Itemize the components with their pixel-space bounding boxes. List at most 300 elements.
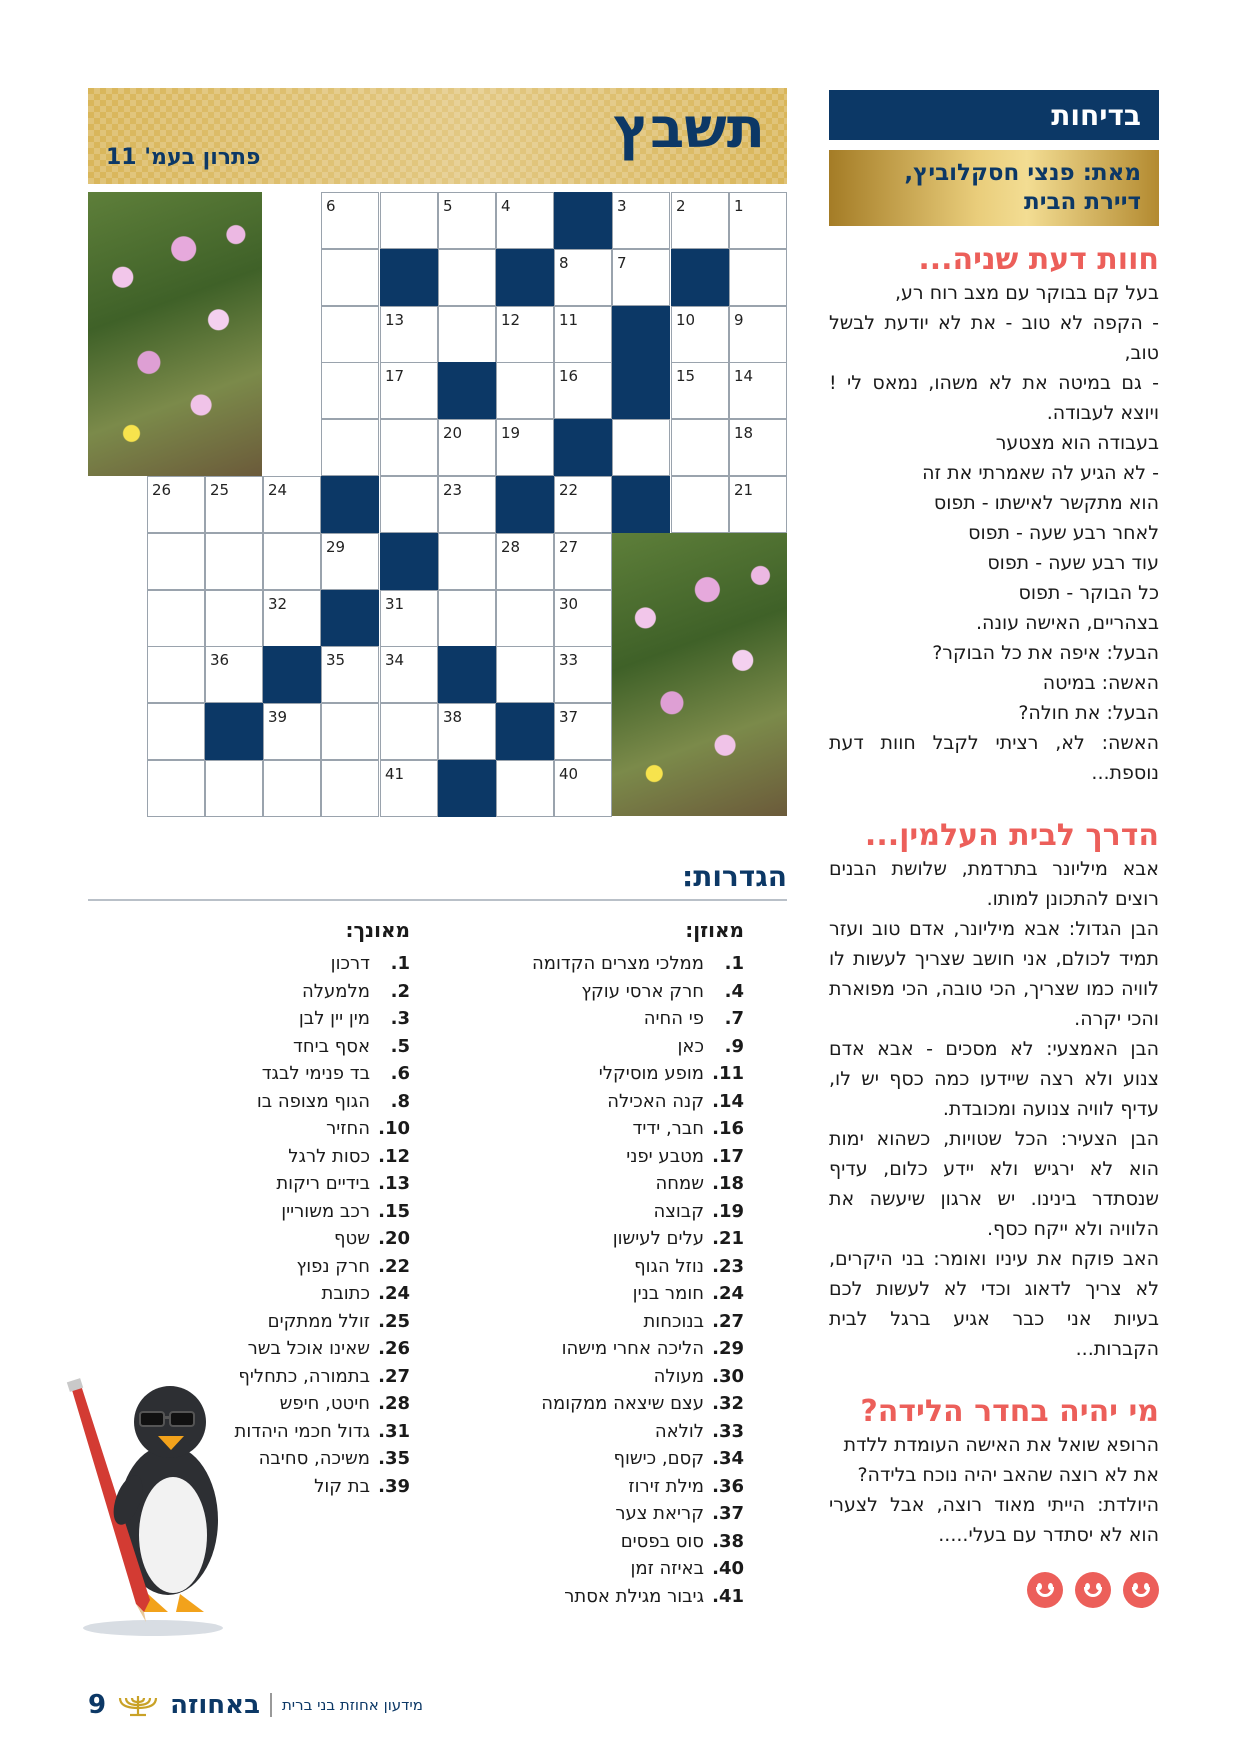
joke-3-title: מי יהיה בחדר הלידה? [860, 1394, 1159, 1429]
clue-number: 34. [712, 1448, 744, 1469]
page-footer [88, 1688, 423, 1722]
joke-1-line: כל הבוקר - תפוס [1018, 582, 1159, 604]
crossword-cell[interactable] [554, 362, 612, 419]
joke-1-line: בעל קם בבוקר עם מצב רוח רע, [895, 282, 1159, 304]
crossword-cell[interactable] [554, 306, 612, 363]
cell-number: 21 [734, 481, 754, 499]
cell-number: 9 [734, 311, 744, 329]
cell-number: 1 [734, 197, 744, 215]
clue-text: זולל ממתקים [267, 1310, 370, 1332]
cell-number: 17 [385, 367, 405, 385]
crossword-cell[interactable] [438, 419, 496, 476]
clue-text: בד פנימי לבגד [261, 1063, 370, 1084]
clue-number: 2. [390, 980, 410, 1002]
crossword-cell[interactable] [438, 192, 496, 249]
crossword-cell[interactable] [205, 476, 263, 533]
joke-1-line: האשה: במיטה [1042, 672, 1159, 694]
clue-number: 15. [378, 1200, 410, 1222]
clue-number: 28. [378, 1393, 410, 1414]
crossword-cell[interactable] [729, 476, 787, 533]
clue-text: נוזל הגוף [634, 1255, 704, 1277]
crossword-block [554, 192, 612, 249]
jokes-section-header [829, 90, 1159, 140]
clue-text: כאן [677, 1035, 704, 1057]
cell-number: 6 [326, 197, 336, 215]
cell-number: 32 [268, 595, 288, 613]
down-clue [210, 1445, 410, 1473]
clue-text: עלים לעישון [612, 1228, 704, 1249]
down-clue [210, 1363, 410, 1391]
cell-number: 11 [559, 311, 579, 329]
clue-text: מטבע יפני [626, 1145, 704, 1167]
across-clue [482, 1060, 744, 1088]
crossword-cell[interactable] [671, 192, 729, 249]
clue-text: חיטט, חיפש [279, 1393, 370, 1414]
down-clue [210, 1308, 410, 1336]
clue-number: 1. [390, 953, 410, 974]
clue-text: קנה האכילה [607, 1090, 704, 1112]
clue-text: באיזה זמן [630, 1558, 704, 1579]
cell-number: 20 [443, 424, 463, 442]
crossword-cell[interactable] [147, 703, 205, 760]
crossword-cell[interactable] [554, 760, 612, 817]
crossword-cell[interactable] [380, 476, 438, 533]
joke-2-line: הבן הגדול: אבא מיליונר, אדם טוב ועזר תמיד לכולם, אני חושב שצריך לעשות לו לוויה כמו שצריך, הכי טובה, הכי מפוארת והכי יקרה. [829, 918, 1159, 1030]
cell-number: 37 [559, 708, 579, 726]
cell-number: 22 [559, 481, 579, 499]
down-clue [210, 1170, 410, 1198]
crossword-block [321, 590, 379, 647]
joke-2-title: הדרך לבית העלמין... [864, 818, 1159, 853]
crossword-cell[interactable] [205, 646, 263, 703]
clue-text: חרק ארסי עוקץ [581, 980, 704, 1002]
cell-number: 14 [734, 367, 754, 385]
crossword-cell[interactable] [496, 533, 554, 590]
across-clue [482, 1445, 744, 1473]
crossword-cell[interactable] [438, 306, 496, 363]
crossword-cell[interactable] [147, 646, 205, 703]
crossword-cell[interactable] [380, 419, 438, 476]
cell-number: 8 [559, 254, 569, 272]
down-clue [210, 1143, 410, 1171]
cell-number: 30 [559, 595, 579, 613]
joke-1-line: הבעל: את חולה? [1018, 702, 1159, 724]
joke-1-line: הבעל: איפה את כל הבוקר? [932, 642, 1159, 664]
flower-photo [88, 192, 262, 476]
clue-text: מלמעלה [302, 980, 370, 1002]
down-title: מאונך: [345, 918, 410, 942]
across-clue [482, 978, 744, 1006]
crossword-cell[interactable] [729, 306, 787, 363]
crossword-block [496, 249, 554, 306]
crossword-block [321, 476, 379, 533]
joke-1-line: בצהריים, האישה עונה. [976, 612, 1159, 634]
clue-number: 41. [712, 1585, 744, 1607]
down-clue [210, 1115, 410, 1143]
cell-number: 24 [268, 481, 288, 499]
clue-text: הליכה אחרי מישהו [561, 1338, 704, 1359]
across-clue [482, 1583, 744, 1611]
crossword-cell[interactable] [612, 249, 670, 306]
across-clue [482, 1033, 744, 1061]
crossword-cell[interactable] [554, 646, 612, 703]
clue-number: 16. [712, 1118, 744, 1139]
crossword-cell[interactable] [321, 362, 379, 419]
crossword-block [438, 362, 496, 419]
crossword-cell[interactable] [496, 362, 554, 419]
crossword-cell[interactable] [321, 703, 379, 760]
crossword-cell[interactable] [554, 249, 612, 306]
clue-text: לולאה [654, 1420, 704, 1442]
clue-number: 19. [712, 1200, 744, 1222]
down-clue [210, 1280, 410, 1308]
crossword-cell[interactable] [205, 590, 263, 647]
down-clue [210, 1418, 410, 1446]
crossword-cell[interactable] [496, 419, 554, 476]
joke-3-line: את לא רוצה שהאב יהיה נוכח בלידה? [857, 1464, 1159, 1486]
crossword-cell[interactable] [496, 192, 554, 249]
clue-number: 31. [378, 1420, 410, 1442]
crossword-block [612, 476, 670, 533]
clue-text: משיכה, סחיבה [258, 1448, 370, 1469]
joke-3-line: הרופא שואל את האישה העומדת ללדת [843, 1434, 1159, 1456]
crossword-cell[interactable] [438, 590, 496, 647]
crossword-cell[interactable] [612, 419, 670, 476]
crossword-grid [88, 192, 787, 816]
clue-text: עצם שיצאה ממקומה [541, 1393, 704, 1414]
across-clue [482, 1418, 744, 1446]
joke-2-body [829, 854, 1159, 1364]
clue-text: בתמורה, כתחליף [238, 1365, 370, 1387]
cell-number: 19 [501, 424, 521, 442]
clue-text: שאינו אוכל בשר [247, 1338, 370, 1359]
clue-text: קריאת צער [615, 1503, 704, 1524]
crossword-block [438, 646, 496, 703]
crossword-cell[interactable] [380, 703, 438, 760]
crossword-block [671, 249, 729, 306]
across-title: מאוזן: [685, 918, 744, 942]
clue-number: 35. [378, 1448, 410, 1469]
cell-number: 29 [326, 538, 346, 556]
clue-text: הגוף מצופה בו [256, 1090, 370, 1112]
across-clue [482, 1253, 744, 1281]
clue-number: 25. [378, 1310, 410, 1332]
crossword-cell[interactable] [205, 760, 263, 817]
clue-number: 29. [712, 1338, 744, 1359]
joke-1-title: חוות דעת שניה... [918, 242, 1159, 277]
cell-number: 31 [385, 595, 405, 613]
across-clue [482, 1170, 744, 1198]
across-clue [482, 1225, 744, 1253]
cell-number: 16 [559, 367, 579, 385]
joke-3-line: היולדת: הייתי מאוד רוצה, אבל לצערי הוא לא יסתדר עם בעלי..... [829, 1494, 1159, 1546]
crossword-cell[interactable] [729, 362, 787, 419]
joke-2-line: הבן הצעיר: הכל שטויות, כשהוא ימות הוא לא ירגיש ולא יידע כלום, עדיף שנסתדר בינינו. יש ארגון שיעשה את הלוויה ולא ייקח כסף. [829, 1128, 1159, 1240]
crossword-cell[interactable] [263, 476, 321, 533]
clue-number: 9. [724, 1035, 744, 1057]
clue-number: 18. [712, 1173, 744, 1194]
down-clue [210, 1005, 410, 1033]
crossword-title: תשבץ [613, 96, 765, 161]
crossword-cell[interactable] [205, 533, 263, 590]
footer-divider [270, 1693, 272, 1717]
crossword-cell[interactable] [671, 419, 729, 476]
crossword-cell[interactable] [321, 760, 379, 817]
clue-text: בנוכחות [643, 1310, 704, 1332]
solution-note: פתרון בעמ' 11 [106, 145, 261, 170]
across-clue [482, 1088, 744, 1116]
clue-text: מין יין לבן [298, 1008, 370, 1029]
joke-2-line: הבן האמצעי: לא מסכים - אבא אדם צנוע ולא רצה שיידעו כמה כסף יש לו, עדיף לוויה צנועה ומכובדת. [829, 1038, 1159, 1120]
smiley-icon [1075, 1572, 1111, 1608]
clue-text: שמחה [655, 1173, 704, 1194]
crossword-cell[interactable] [263, 760, 321, 817]
clue-text: אסף ביחד [293, 1035, 370, 1057]
clue-text: החזיר [326, 1118, 370, 1139]
cell-number: 3 [617, 197, 627, 215]
cell-number: 2 [676, 197, 686, 215]
flower-photo [610, 533, 787, 816]
down-clue [210, 1225, 410, 1253]
down-clue [210, 950, 410, 978]
penguin-pencil-illustration [58, 1350, 228, 1640]
across-list [482, 950, 744, 1610]
clue-number: 10. [378, 1118, 410, 1139]
across-clue [482, 1005, 744, 1033]
across-clue [482, 1308, 744, 1336]
across-clue [482, 1390, 744, 1418]
crossword-cell[interactable] [263, 703, 321, 760]
clue-number: 20. [378, 1228, 410, 1249]
cell-number: 41 [385, 765, 405, 783]
crossword-cell[interactable] [380, 760, 438, 817]
clue-number: 17. [712, 1145, 744, 1167]
clue-number: 27. [712, 1310, 744, 1332]
smiley-icon [1027, 1572, 1063, 1608]
clue-number: 40. [712, 1558, 744, 1579]
clue-number: 32. [712, 1393, 744, 1414]
clue-text: חרק נפוץ [296, 1255, 370, 1277]
across-clue [482, 1335, 744, 1363]
crossword-cell[interactable] [729, 192, 787, 249]
crossword-cell[interactable] [147, 760, 205, 817]
cell-number: 7 [617, 254, 627, 272]
clue-text: כתובת [321, 1283, 370, 1304]
down-clue [210, 1473, 410, 1501]
across-clue [482, 1555, 744, 1583]
clue-number: 24. [712, 1283, 744, 1304]
down-clue [210, 1088, 410, 1116]
crossword-cell[interactable] [671, 476, 729, 533]
down-clue [210, 1390, 410, 1418]
clue-number: 21. [712, 1228, 744, 1249]
clue-number: 11. [712, 1063, 744, 1084]
crossword-cell[interactable] [321, 419, 379, 476]
crossword-cell[interactable] [438, 476, 496, 533]
clue-text: קסם, כישוף [613, 1448, 704, 1469]
crossword-cell[interactable] [147, 533, 205, 590]
joke-1-line: בעבודה הוא מצטער [995, 432, 1159, 454]
clue-text: פי החיה [643, 1008, 704, 1029]
joke-1-line: - לא הגיע לה שאמרתי את זה [922, 462, 1159, 484]
author-box [829, 150, 1159, 226]
joke-1-line: עוד רבע שעה - תפוס [987, 552, 1159, 574]
joke-1-line: - הקפה לא טוב - את לא יודעת לבשל טוב, [829, 312, 1159, 364]
clue-number: 37. [712, 1503, 744, 1524]
across-clue [482, 1143, 744, 1171]
crossword-block [205, 703, 263, 760]
crossword-block [496, 476, 554, 533]
cell-number: 34 [385, 651, 405, 669]
clue-text: כסות לרגל [288, 1145, 370, 1167]
across-clues [482, 918, 744, 1610]
crossword-cell[interactable] [496, 760, 554, 817]
clue-text: גיבור מגילת אסתר [564, 1585, 704, 1607]
footer-tagline: מידעון אחוזת בני ברית [281, 1696, 423, 1714]
clue-text: דרכון [330, 953, 370, 974]
cell-number: 5 [443, 197, 453, 215]
clue-number: 23. [712, 1255, 744, 1277]
crossword-cell[interactable] [671, 362, 729, 419]
clues-heading: הגדרות: [88, 860, 787, 901]
crossword-cell[interactable] [263, 590, 321, 647]
brand-name: באחוזה [170, 1690, 260, 1720]
crossword-cell[interactable] [438, 533, 496, 590]
cell-number: 33 [559, 651, 579, 669]
cell-number: 36 [210, 651, 230, 669]
clue-number: 39. [378, 1475, 410, 1497]
clue-number: 7. [724, 1008, 744, 1029]
crossword-cell[interactable] [729, 419, 787, 476]
crossword-cell[interactable] [438, 703, 496, 760]
cell-number: 28 [501, 538, 521, 556]
crossword-header [88, 88, 787, 184]
clue-text: מילת זירוז [628, 1475, 704, 1497]
crossword-block [612, 306, 670, 363]
joke-2-line: אבא מיליונר בתרדמת, שלושת הבנים רוצים להתכונן למותו. [829, 858, 1159, 910]
clue-number: 3. [390, 1008, 410, 1029]
cell-number: 4 [501, 197, 511, 215]
crossword-block [496, 703, 554, 760]
crossword-block [380, 249, 438, 306]
clue-text: בת קול [314, 1475, 370, 1497]
clue-text: חומר בנין [632, 1283, 704, 1304]
jokes-section-title: בדיחות [1051, 98, 1141, 132]
crossword-block [438, 760, 496, 817]
crossword-cell[interactable] [147, 590, 205, 647]
clue-number: 27. [378, 1365, 410, 1387]
cell-number: 39 [268, 708, 288, 726]
clue-number: 4. [724, 980, 744, 1002]
clue-text: רכב משוריין [281, 1200, 370, 1222]
cell-number: 27 [559, 538, 579, 556]
crossword-cell[interactable] [380, 306, 438, 363]
across-clue [482, 1363, 744, 1391]
crossword-cell[interactable] [321, 646, 379, 703]
smileys-row [829, 1572, 1159, 1608]
crossword-cell[interactable] [321, 533, 379, 590]
crossword-cell[interactable] [729, 249, 787, 306]
clue-number: 33. [712, 1420, 744, 1442]
crossword-cell[interactable] [554, 703, 612, 760]
clue-text: חבר, ידיד [632, 1118, 704, 1139]
crossword-cell[interactable] [321, 306, 379, 363]
crossword-cell[interactable] [671, 306, 729, 363]
across-clue [482, 1473, 744, 1501]
clue-number: 13. [378, 1173, 410, 1194]
joke-2-line: האב פוקח את עיניו ואומר: בני היקרים, לא צריך לדאוג וכדי לא לעשות לכם בעיות אני כבר אגיע ברגל לבית הקברות... [829, 1248, 1159, 1360]
crossword-cell[interactable] [496, 306, 554, 363]
crossword-cell[interactable] [554, 590, 612, 647]
crossword-cell[interactable] [496, 646, 554, 703]
clue-number: 24. [378, 1283, 410, 1304]
crossword-cell[interactable] [554, 476, 612, 533]
down-clue [210, 978, 410, 1006]
joke-1-line: הוא מתקשר לאישתו - תפוס [933, 492, 1159, 514]
down-clue [210, 1335, 410, 1363]
crossword-cell[interactable] [438, 249, 496, 306]
clue-number: 30. [712, 1365, 744, 1387]
cell-number: 10 [676, 311, 696, 329]
page-number: 9 [88, 1690, 107, 1720]
down-clue [210, 1253, 410, 1281]
cell-number: 12 [501, 311, 521, 329]
cell-number: 18 [734, 424, 754, 442]
clue-number: 26. [378, 1338, 410, 1359]
clue-number: 6. [390, 1063, 410, 1084]
jokes-column [829, 90, 1159, 1608]
joke-1-body [829, 278, 1159, 788]
crossword-cell[interactable] [380, 362, 438, 419]
joke-1-line: האשה: לא, רציתי לקבל חוות דעת נוספת... [829, 732, 1159, 784]
crossword-cell[interactable] [263, 533, 321, 590]
clue-number: 38. [712, 1530, 744, 1552]
clue-text: גדול חכמי היהדות [234, 1420, 370, 1442]
crossword-cell[interactable] [380, 646, 438, 703]
clue-text: מופע מוסיקלי [598, 1063, 704, 1084]
cell-number: 25 [210, 481, 230, 499]
crossword-cell[interactable] [321, 192, 379, 249]
crossword-cell[interactable] [321, 249, 379, 306]
crossword-cell[interactable] [380, 192, 438, 249]
down-list [210, 950, 410, 1500]
crossword-cell[interactable] [147, 476, 205, 533]
author-line-1: מאת: פנצי חסקלוביץ, [904, 160, 1141, 187]
author-line-2: דיירת הבית [1024, 189, 1141, 215]
clue-text: בידיים ריקות [276, 1173, 370, 1194]
clue-number: 22. [378, 1255, 410, 1277]
down-clues [210, 918, 410, 1500]
cell-number: 15 [676, 367, 696, 385]
down-clue [210, 1198, 410, 1226]
clue-number: 14. [712, 1090, 744, 1112]
crossword-cell[interactable] [612, 192, 670, 249]
clue-text: ממלכי מצרים הקדומה [532, 953, 704, 974]
across-clue [482, 1528, 744, 1556]
crossword-cell[interactable] [554, 533, 612, 590]
cell-number: 26 [152, 481, 172, 499]
crossword-cell[interactable] [496, 590, 554, 647]
crossword-cell[interactable] [380, 590, 438, 647]
crossword-block [380, 533, 438, 590]
cell-number: 35 [326, 651, 346, 669]
clue-text: שטף [334, 1228, 370, 1249]
joke-3-body [829, 1430, 1159, 1550]
cell-number: 23 [443, 481, 463, 499]
clue-number: 8. [390, 1090, 410, 1112]
menorah-icon [116, 1692, 160, 1718]
clue-text: קבוצה [653, 1200, 704, 1222]
